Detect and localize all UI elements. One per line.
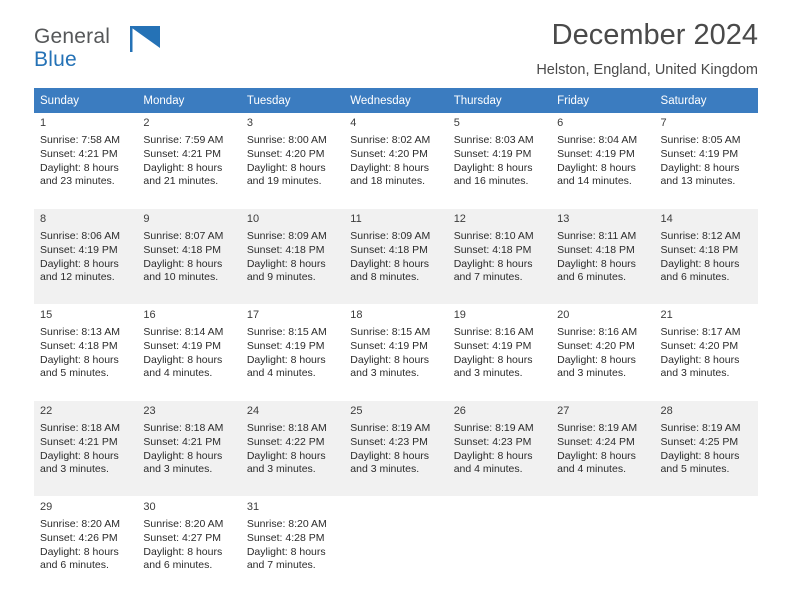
day-detail-line: and 8 minutes. [350, 271, 420, 284]
day-detail-line: and 10 minutes. [143, 271, 219, 284]
day-number: 18 [350, 309, 363, 321]
day-detail-line: and 3 minutes. [350, 367, 420, 380]
day-detail-line: Sunrise: 8:18 AM [246, 421, 327, 434]
calendar-day-cell[interactable] [241, 497, 344, 593]
day-number: 31 [246, 501, 260, 513]
calendar-day-cell[interactable] [34, 113, 137, 209]
day-detail-line: Sunset: 4:18 PM [40, 339, 118, 352]
day-number: 27 [557, 405, 570, 417]
day-detail-line: Sunset: 4:20 PM [557, 339, 635, 352]
day-detail-line: Sunrise: 8:20 AM [40, 517, 120, 530]
calendar-day-cell[interactable] [448, 113, 551, 209]
day-number: 11 [350, 213, 362, 225]
day-detail-line: Daylight: 8 hours [350, 257, 430, 270]
day-detail-line: Sunset: 4:21 PM [40, 147, 118, 160]
day-detail-line: Sunrise: 8:19 AM [453, 421, 534, 434]
day-detail-line: Sunset: 4:21 PM [143, 435, 222, 448]
day-detail-line: Sunrise: 8:18 AM [143, 421, 224, 434]
page-header [34, 0, 758, 78]
day-number: 26 [453, 405, 466, 417]
day-detail-line: Daylight: 8 hours [660, 257, 740, 270]
day-detail-line: Daylight: 8 hours [350, 449, 430, 462]
day-detail-line: and 16 minutes. [453, 175, 529, 188]
day-detail-line: Daylight: 8 hours [143, 161, 223, 174]
day-detail-line: and 6 minutes. [143, 559, 213, 572]
day-detail-line: Daylight: 8 hours [246, 257, 326, 270]
day-detail-line: Sunset: 4:18 PM [246, 243, 325, 256]
calendar-day-cell[interactable] [137, 401, 240, 497]
day-number: 2 [143, 117, 150, 129]
day-detail-line: Sunset: 4:18 PM [453, 243, 532, 256]
day-detail-line: and 19 minutes. [246, 175, 322, 188]
day-detail-line: and 7 minutes. [453, 271, 523, 284]
day-detail-line: Sunset: 4:19 PM [143, 339, 222, 352]
calendar-day-cell[interactable] [241, 209, 344, 305]
day-number: 25 [350, 405, 363, 417]
day-detail-line: and 3 minutes. [453, 367, 523, 380]
day-detail-line: Daylight: 8 hours [453, 161, 533, 174]
day-number: 29 [40, 501, 53, 513]
day-detail-line: Daylight: 8 hours [557, 353, 636, 366]
calendar-day-cell[interactable] [241, 113, 344, 209]
calendar-day-cell[interactable] [551, 401, 654, 497]
weekday-header-sunday: Sunday [34, 88, 137, 113]
day-detail-line: Sunrise: 8:02 AM [350, 133, 431, 146]
day-detail-line: Daylight: 8 hours [557, 257, 636, 270]
day-detail-line: Daylight: 8 hours [557, 161, 636, 174]
calendar-day-cell[interactable] [655, 113, 758, 209]
day-detail-line: and 14 minutes. [557, 175, 632, 188]
day-detail-line: and 5 minutes. [660, 463, 730, 476]
day-detail-line: Sunset: 4:20 PM [246, 147, 325, 160]
calendar-body [34, 113, 758, 593]
day-number: 1 [40, 117, 47, 129]
day-detail-line: Sunset: 4:19 PM [246, 339, 325, 352]
calendar-header-row [34, 88, 758, 113]
calendar-table [34, 88, 758, 593]
title-block [536, 20, 758, 78]
day-detail-line: Sunset: 4:18 PM [350, 243, 428, 256]
day-number: 22 [40, 405, 53, 417]
page-title: December 2024 [551, 19, 758, 51]
day-detail-line: and 4 minutes. [453, 463, 523, 476]
day-detail-line: Daylight: 8 hours [40, 545, 119, 558]
calendar-day-cell[interactable] [34, 401, 137, 497]
day-number: 23 [143, 405, 156, 417]
day-detail-line: Daylight: 8 hours [40, 353, 119, 366]
blue-flag-icon [130, 26, 160, 52]
day-detail-line: Sunrise: 8:14 AM [143, 325, 224, 338]
day-detail-line: Sunset: 4:19 PM [557, 147, 635, 160]
day-detail-line: and 3 minutes. [350, 463, 420, 476]
day-number: 10 [246, 213, 260, 225]
day-detail-line: Sunset: 4:22 PM [246, 435, 325, 448]
day-number: 15 [40, 309, 53, 321]
day-detail-line: Daylight: 8 hours [660, 161, 740, 174]
weekday-header-tuesday: Tuesday [241, 88, 344, 113]
weekday-header-wednesday: Wednesday [344, 88, 447, 113]
day-detail-line: Sunrise: 8:04 AM [557, 133, 638, 146]
day-detail-line: Sunset: 4:27 PM [143, 531, 222, 544]
day-detail-line: Sunrise: 8:00 AM [246, 133, 327, 146]
calendar-day-cell[interactable] [344, 209, 447, 305]
day-detail-line: Sunset: 4:25 PM [660, 435, 739, 448]
day-number: 4 [350, 117, 357, 129]
calendar-week-row [34, 209, 758, 305]
day-detail-line: Sunrise: 8:13 AM [40, 325, 120, 338]
day-detail-line: Daylight: 8 hours [453, 353, 533, 366]
day-detail-line: Daylight: 8 hours [557, 449, 636, 462]
day-detail-line: Sunrise: 8:19 AM [660, 421, 741, 434]
calendar-day-cell[interactable] [448, 209, 551, 305]
day-number: 28 [660, 405, 673, 417]
calendar-day-cell[interactable] [241, 305, 344, 401]
day-number: 13 [557, 213, 570, 225]
calendar-day-cell[interactable] [448, 401, 551, 497]
day-detail-line: Sunset: 4:19 PM [453, 339, 532, 352]
weekday-header-monday: Monday [137, 88, 240, 113]
day-number: 21 [660, 309, 673, 321]
day-detail-line: Sunrise: 8:12 AM [660, 229, 741, 242]
day-detail-line: Sunset: 4:18 PM [557, 243, 635, 256]
day-number: 20 [557, 309, 570, 321]
calendar-cell-empty [448, 497, 551, 593]
day-detail-line: Sunrise: 8:16 AM [557, 325, 638, 338]
calendar-day-cell[interactable] [34, 209, 137, 305]
calendar-week-row [34, 305, 758, 401]
day-detail-line: and 18 minutes. [350, 175, 425, 188]
day-detail-line: Sunset: 4:20 PM [660, 339, 739, 352]
day-detail-line: Sunrise: 8:17 AM [660, 325, 741, 338]
day-number: 30 [143, 501, 156, 513]
day-detail-line: Daylight: 8 hours [143, 449, 223, 462]
calendar-day-cell[interactable] [34, 305, 137, 401]
day-detail-line: Daylight: 8 hours [40, 449, 119, 462]
day-detail-line: and 7 minutes. [246, 559, 316, 572]
day-number: 9 [143, 213, 150, 225]
day-detail-line: and 21 minutes. [143, 175, 219, 188]
day-detail-line: Sunrise: 8:19 AM [557, 421, 638, 434]
day-detail-line: Daylight: 8 hours [143, 545, 223, 558]
day-detail-line: and 3 minutes. [660, 367, 730, 380]
calendar-day-cell[interactable] [551, 113, 654, 209]
day-detail-line: Sunset: 4:18 PM [660, 243, 739, 256]
calendar-day-cell[interactable] [344, 401, 447, 497]
day-detail-line: Sunset: 4:19 PM [350, 339, 428, 352]
day-detail-line: Sunrise: 8:15 AM [246, 325, 327, 338]
day-detail-line: and 4 minutes. [143, 367, 213, 380]
brand-name-general: General [34, 25, 111, 48]
calendar-day-cell[interactable] [241, 401, 344, 497]
day-detail-line: Daylight: 8 hours [246, 353, 326, 366]
day-detail-line: Daylight: 8 hours [246, 161, 326, 174]
day-detail-line: Sunset: 4:23 PM [453, 435, 532, 448]
calendar-day-cell[interactable] [344, 113, 447, 209]
location-subtitle: Helston, England, United Kingdom [536, 61, 758, 78]
day-number: 14 [660, 213, 673, 225]
calendar-cell-empty [551, 497, 654, 593]
brand-name-blue: Blue [34, 48, 77, 71]
calendar-day-cell[interactable] [34, 497, 137, 593]
day-number: 12 [453, 213, 466, 225]
day-detail-line: Sunrise: 8:20 AM [246, 517, 327, 530]
day-detail-line: Sunrise: 7:59 AM [143, 133, 224, 146]
calendar-day-cell[interactable] [137, 305, 240, 401]
day-detail-line: Sunset: 4:23 PM [350, 435, 428, 448]
day-detail-line: Sunset: 4:19 PM [40, 243, 118, 256]
day-detail-line: and 6 minutes. [40, 559, 109, 572]
day-detail-line: Sunset: 4:21 PM [143, 147, 222, 160]
day-detail-line: and 3 minutes. [557, 367, 626, 380]
day-detail-line: Daylight: 8 hours [453, 257, 533, 270]
calendar-cell-empty [344, 497, 447, 593]
day-detail-line: Sunset: 4:28 PM [246, 531, 325, 544]
calendar-week-row [34, 113, 758, 209]
calendar-day-cell[interactable] [448, 305, 551, 401]
day-number: 16 [143, 309, 156, 321]
day-detail-line: Daylight: 8 hours [143, 353, 223, 366]
day-detail-line: and 3 minutes. [143, 463, 213, 476]
day-detail-line: Sunset: 4:26 PM [40, 531, 118, 544]
day-detail-line: Sunset: 4:20 PM [350, 147, 428, 160]
day-number: 8 [40, 213, 47, 225]
day-detail-line: Daylight: 8 hours [350, 161, 430, 174]
day-detail-line: Daylight: 8 hours [350, 353, 430, 366]
day-detail-line: and 3 minutes. [40, 463, 109, 476]
calendar-cell-empty [655, 497, 758, 593]
day-detail-line: Sunrise: 8:07 AM [143, 229, 224, 242]
day-detail-line: Daylight: 8 hours [143, 257, 223, 270]
day-number: 7 [660, 117, 667, 129]
day-detail-line: Daylight: 8 hours [40, 161, 119, 174]
calendar-week-row [34, 401, 758, 497]
calendar-day-cell[interactable] [137, 209, 240, 305]
day-detail-line: and 4 minutes. [246, 367, 316, 380]
day-detail-line: Sunset: 4:19 PM [453, 147, 532, 160]
day-detail-line: and 13 minutes. [660, 175, 736, 188]
weekday-header-thursday: Thursday [448, 88, 551, 113]
day-detail-line: and 9 minutes. [246, 271, 316, 284]
weekday-header-friday: Friday [551, 88, 654, 113]
day-detail-line: Daylight: 8 hours [246, 449, 326, 462]
day-detail-line: Sunset: 4:24 PM [557, 435, 635, 448]
calendar-day-cell[interactable] [551, 209, 654, 305]
day-detail-line: Daylight: 8 hours [660, 353, 740, 366]
day-detail-line: Daylight: 8 hours [660, 449, 740, 462]
calendar-day-cell[interactable] [137, 497, 240, 593]
day-detail-line: Sunset: 4:21 PM [40, 435, 118, 448]
day-detail-line: Sunrise: 7:58 AM [40, 133, 120, 146]
calendar-day-cell[interactable] [655, 401, 758, 497]
day-detail-line: and 5 minutes. [40, 367, 109, 380]
day-detail-line: and 6 minutes. [557, 271, 626, 284]
day-detail-line: Daylight: 8 hours [40, 257, 119, 270]
day-detail-line: Sunrise: 8:03 AM [453, 133, 534, 146]
calendar-day-cell[interactable] [551, 305, 654, 401]
brand-logo[interactable] [34, 26, 214, 74]
day-detail-line: and 3 minutes. [246, 463, 316, 476]
day-detail-line: and 6 minutes. [660, 271, 730, 284]
calendar-day-cell[interactable] [655, 305, 758, 401]
calendar-week-row [34, 497, 758, 593]
calendar-day-cell[interactable] [655, 209, 758, 305]
day-detail-line: Sunrise: 8:18 AM [40, 421, 120, 434]
day-detail-line: and 4 minutes. [557, 463, 626, 476]
day-detail-line: Sunrise: 8:09 AM [246, 229, 327, 242]
day-detail-line: and 12 minutes. [40, 271, 115, 284]
day-detail-line: Sunrise: 8:06 AM [40, 229, 120, 242]
day-detail-line: Sunrise: 8:20 AM [143, 517, 224, 530]
day-number: 19 [453, 309, 466, 321]
day-detail-line: Sunset: 4:19 PM [660, 147, 739, 160]
calendar-day-cell[interactable] [344, 305, 447, 401]
day-detail-line: and 23 minutes. [40, 175, 115, 188]
day-number: 6 [557, 117, 564, 129]
day-number: 17 [246, 309, 260, 321]
day-number: 24 [246, 405, 260, 417]
day-detail-line: Sunrise: 8:10 AM [453, 229, 534, 242]
day-detail-line: Sunrise: 8:19 AM [350, 421, 431, 434]
day-number: 3 [246, 117, 253, 129]
day-detail-line: Sunrise: 8:11 AM [557, 229, 637, 242]
day-detail-line: Sunrise: 8:16 AM [453, 325, 534, 338]
weekday-header-saturday: Saturday [655, 88, 758, 113]
calendar-day-cell[interactable] [137, 113, 240, 209]
day-detail-line: Sunrise: 8:09 AM [350, 229, 431, 242]
day-number: 5 [453, 117, 460, 129]
day-detail-line: Sunrise: 8:05 AM [660, 133, 741, 146]
day-detail-line: Daylight: 8 hours [453, 449, 533, 462]
day-detail-line: Sunset: 4:18 PM [143, 243, 222, 256]
day-detail-line: Daylight: 8 hours [246, 545, 326, 558]
day-detail-line: Sunrise: 8:15 AM [350, 325, 431, 338]
